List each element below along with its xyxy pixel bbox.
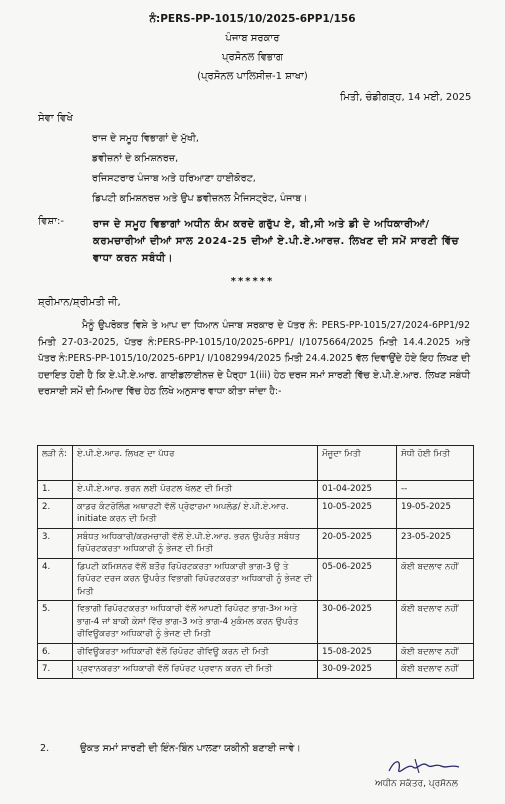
table-row (38, 528, 474, 558)
row-revised-date: ਕੋਈ ਬਦਲਾਵ ਨਹੀਂ (397, 558, 474, 601)
schedule-table (37, 445, 474, 679)
table-row (38, 661, 474, 679)
row-level: ਪ੍ਰਵਾਨਕਰਤਾ ਅਧਿਕਾਰੀ ਵੱਲੋਂ ਰਿਪੋਰਟ ਪ੍ਰਵਾਨ ਕਰਨ ਦੀ ਮਿਤੀ (73, 661, 318, 679)
salutation: ਸ਼੍ਰੀਮਾਨ/ਸ਼੍ਰੀਮਤੀ ਜੀ, (38, 297, 121, 308)
row-level: ਡਿਪਟੀ ਕਮਿਸ਼ਨਰ ਵੱਲੋਂ ਬਤੌਰ ਰਿਪੋਰਟਕਰਤਾ ਅਧਿਕਾਰੀ ਭਾਗ-3 ਉ ਤੇ ਰਿਪੋਰਟ ਦਰਜ ਕਰਨ ਉਪਰੰਤ ਵਿਭਾਗੀ ਰਿਪੋਰਟਕਰਤਾ ਅਧਿਕਾਰੀ ਨੂੰ ਭੇਜਣ ਦੀ ਮਿਤੀ (73, 558, 318, 601)
row-revised-date: 23-05-2025 (397, 528, 474, 558)
header-sno: ਲੜੀ ਨੰ: (38, 446, 73, 481)
row-current-date: 05-06-2025 (318, 558, 397, 601)
govt-name: ਪੰਜਾਬ ਸਰਕਾਰ (225, 33, 280, 44)
row-current-date: 20-05-2025 (318, 528, 397, 558)
row-sno: 1. (38, 481, 73, 499)
row-level: ਵਿਭਾਗੀ ਰਿਪੋਰਟਕਰਤਾ ਅਧਿਕਾਰੀ ਵੱਲੋਂ ਆਪਣੀ ਰਿਪੋਰਟ ਭਾਗ-3ਅ ਅਤੇ ਭਾਗ-4 ਜਾਂ ਬਾਕੀ ਕੇਸਾਂ ਵਿੱਚ ਭਾਗ-3 ਅਤੇ ਭਾਗ-4 ਮੁਕੰਮਲ ਕਰਨ ਉਪਰੰਤ ਰੀਵਿਊਕਰਤਾ ਅਧਿਕਾਰੀ ਨੂੰ ਭੇਜਣ ਦੀ ਮਿਤੀ (73, 601, 318, 644)
sewa-label: ਸੇਵਾ ਵਿਖੇ (38, 113, 73, 124)
row-current-date: 30-09-2025 (318, 661, 397, 679)
addressee-4: ਡਿਪਟੀ ਕਮਿਸ਼ਨਰਜ਼ ਅਤੇ ਉਪ ਡਵੀਜ਼ਨਲ ਮੈਜਿਸਟ੍ਰੇਟ, ਪੰਜਾਬ। (92, 193, 308, 204)
row-level: ਏ.ਪੀ.ਏ.ਆਰ. ਭਰਨ ਲਈ ਪੋਰਟਲ ਖੋਲਣ ਦੀ ਮਿਤੀ (73, 481, 318, 499)
department-name: ਪ੍ਰਸੋਨਲ ਵਿਭਾਗ (222, 52, 283, 63)
table-row (38, 601, 474, 644)
subject-label: ਵਿਸ਼ਾ:- (38, 216, 64, 227)
header-current-date: ਮੌਜੂਦਾ ਮਿਤੀ (318, 446, 397, 481)
addressee-1: ਰਾਜ ਦੇ ਸਮੂਹ ਵਿਭਾਗਾਂ ਦੇ ਮੁੱਖੀ, (92, 133, 199, 144)
row-sno: 4. (38, 558, 73, 601)
addressee-2: ਡਵੀਜ਼ਨਾਂ ਦੇ ਕਮਿਸ਼ਨਰਜ਼, (92, 153, 179, 164)
table-row (38, 481, 474, 499)
row-sno: 3. (38, 528, 73, 558)
subject-text: ਰਾਜ ਦੇ ਸਮੂਹ ਵਿਭਾਗਾਂ ਅਧੀਨ ਕੰਮ ਕਰਦੇ ਗਰੁੱਪ ਏ, ਬੀ,ਸੀ ਅਤੇ ਡੀ ਦੇ ਅਧਿਕਾਰੀਆਂ/ ਕਰਮਚਾਰੀਆਂ ਦੀਆਂ ਸਾਲ 2024-25 ਦੀਆਂ ਏ.ਪੀ.ਏ.ਆਰਜ਼. ਲਿਖਣ ਦੀ ਸਮੇਂ ਸਾਰਣੀ ਵਿੱਚ ਵਾਧਾ ਕਰਨ ਸਬੰਧੀ। (93, 219, 460, 264)
row-current-date: 30-06-2025 (318, 601, 397, 644)
row-sno: 5. (38, 601, 73, 644)
body-paragraph-text: ਮੈਨੂੰ ਉਪਰੋਕਤ ਵਿਸ਼ੇ ਤੇ ਆਪ ਦਾ ਧਿਆਨ ਪੰਜਾਬ ਸਰਕਾਰ ਦੇ ਪੱਤਰ ਨੰ: PERS-PP-1015/27/2024-6PP1/92 ਮਿਤੀ 27-03-2025, ਪੱਤਰ ਨੰ:PERS-PP-1015/10/2025-6PP1/ I/1075664/2025 ਮਿਤੀ 14.4.2025 ਅਤੇ ਪੱਤਰ ਨੰ:PERS-PP-1015/10/2025-6PP1/ I/1082994/2025 ਮਿਤੀ 24.4.2025 ਵੱਲ ਦਿਵਾਉਂਦੇ ਹੋਏ ਇਹ ਲਿਖਣ ਦੀ ਹਦਾਇਤ ਹੋਈ ਹੈ ਕਿ ਏ.ਪੀ.ਏ.ਆਰ. ਗਾਈਡਲਾਈਨਜ਼ ਦੇ ਪੈਰ੍ਹਾ 1(iii) ਹੇਠ ਦਰਜ ਸਮਾਂ ਸਾਰਣੀ ਵਿੱਚ ਏ.ਪੀ.ਏ.ਆਰ. ਲਿਖਣ ਸਬੰਧੀ ਦਰਸਾਈ ਸਮੇਂ ਦੀ ਮਿਆਦ ਵਿੱਚ ਹੇਠ ਲਿਖੇ ਅਨੁਸਾਰ ਵਾਧਾ ਕੀਤਾ ਜਾਂਦਾ ਹੈ:- (38, 320, 470, 397)
footer-text: ਉਕਤ ਸਮਾਂ ਸਾਰਣੀ ਦੀ ਇੰਨ-ਬਿੰਨ ਪਾਲਣਾ ਯਕੀਨੀ ਬਣਾਈ ਜਾਵੇ। (80, 743, 301, 754)
row-revised-date: -- (397, 481, 474, 499)
branch-name: (ਪ੍ਰਸੋਨਲ ਪਾਲਿਸੀਜ਼-1 ਸ਼ਾਖਾ) (197, 71, 308, 82)
signature-image (385, 755, 465, 781)
table-row (38, 498, 474, 528)
header-revised-date: ਸੋਧੀ ਹੋਈ ਮਿਤੀ (397, 446, 474, 481)
row-sno: 6. (38, 643, 73, 661)
row-current-date: 15-08-2025 (318, 643, 397, 661)
row-current-date: 01-04-2025 (318, 481, 397, 499)
row-sno: 7. (38, 661, 73, 679)
row-revised-date: ਕੋਈ ਬਦਲਾਵ ਨਹੀਂ (397, 643, 474, 661)
row-revised-date: 19-05-2025 (397, 498, 474, 528)
table-header-row (38, 446, 474, 481)
row-sno: 2. (38, 498, 73, 528)
signatory-designation: ਅਧੀਨ ਸਕੱਤਰ, ਪ੍ਰਸੋਨਲ (375, 779, 458, 789)
body-paragraph (38, 318, 470, 401)
letter-date: ਮਿਤੀ, ਚੰਡੀਗੜ੍ਹ, 14 ਮਈ, 2025 (340, 92, 472, 103)
header-level: ਏ.ਪੀ.ਏ.ਆਰ. ਲਿਖਣ ਦਾ ਪੱਧਰ (73, 446, 318, 481)
row-revised-date: ਕੋਈ ਬਦਲਾਵ ਨਹੀਂ (397, 601, 474, 644)
row-level: ਕਾਡਰ ਕੰਟਰੋਲਿੰਗ ਅਥਾਰਟੀ ਵੱਲੋਂ ਪ੍ਰੋਫਾਰਮਾ ਅਪਲੋਡ/ ਏ.ਪੀ.ਏ.ਆਰ. initiate ਕਰਨ ਦੀ ਮਿਤੀ (73, 498, 318, 528)
reference-number: ਨੰ:PERS-PP-1015/10/2025-6PP1/156 (149, 13, 356, 25)
separator-stars: ****** (230, 276, 275, 287)
row-level: ਰੀਵਿਊਕਰਤਾ ਅਧਿਕਾਰੀ ਵੱਲੋਂ ਰਿਪੋਰਟ ਰੀਵਿਊ ਕਰਨ ਦੀ ਮਿਤੀ (73, 643, 318, 661)
footer-number: 2. (40, 743, 50, 754)
addressee-3: ਰਜਿਸਟਰਾਰ ਪੰਜਾਬ ਅਤੇ ਹਰਿਆਣਾ ਹਾਈਕੋਰਟ, (92, 173, 256, 184)
row-current-date: 10-05-2025 (318, 498, 397, 528)
table-row (38, 558, 474, 601)
row-revised-date: ਕੋਈ ਬਦਲਾਵ ਨਹੀਂ (397, 661, 474, 679)
row-level: ਸਬੰਧਤ ਅਧਿਕਾਰੀ/ਕਰਮਚਾਰੀ ਵੱਲੋਂ ਏ.ਪੀ.ਏ.ਆਰ. ਭਰਨ ਉਪਰੰਤ ਸਬੰਧਤ ਰਿਪੋਰਟਕਰਤਾ ਅਧਿਕਾਰੀ ਨੂੰ ਭੇਜਣ ਦੀ ਮਿਤੀ (73, 528, 318, 558)
table-row (38, 643, 474, 661)
